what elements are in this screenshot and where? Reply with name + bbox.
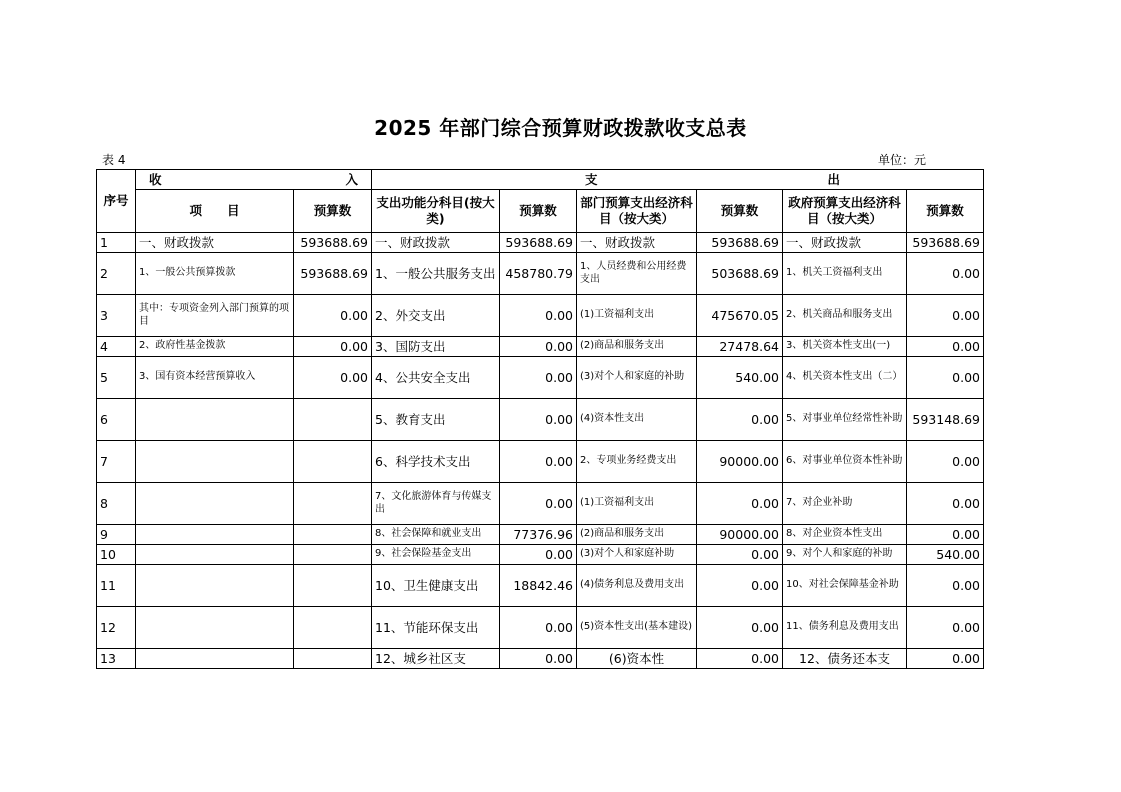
dept-amount: 540.00 xyxy=(697,357,783,399)
dept-econ: (5)资本性支出(基本建设) xyxy=(577,607,697,649)
header-expense-left: 支 xyxy=(585,171,598,187)
header-expense-right: 出 xyxy=(827,171,840,187)
table-row xyxy=(97,607,984,649)
table-row xyxy=(97,483,984,525)
header-budget-func: 预算数 xyxy=(500,190,577,233)
gov-econ: 5、对事业单位经常性补助 xyxy=(783,399,907,441)
func-amount: 18842.46 xyxy=(500,565,577,607)
gov-amount: 0.00 xyxy=(907,565,984,607)
header-dept-econ: 部门预算支出经济科目（按大类） xyxy=(577,190,697,233)
func-amount: 0.00 xyxy=(500,357,577,399)
table-row xyxy=(97,565,984,607)
gov-amount: 540.00 xyxy=(907,545,984,565)
dept-econ: (4)资本性支出 xyxy=(577,399,697,441)
income-amount xyxy=(294,607,372,649)
income-item xyxy=(136,399,294,441)
dept-amount: 27478.64 xyxy=(697,337,783,357)
gov-econ: 6、对事业单位资本性补助 xyxy=(783,441,907,483)
header-row-2 xyxy=(97,190,984,233)
dept-econ: (4)债务利息及费用支出 xyxy=(577,565,697,607)
gov-amount: 0.00 xyxy=(907,441,984,483)
gov-amount: 0.00 xyxy=(907,357,984,399)
dept-amount: 475670.05 xyxy=(697,295,783,337)
dept-amount: 90000.00 xyxy=(697,525,783,545)
income-amount xyxy=(294,399,372,441)
func-amount: 458780.79 xyxy=(500,253,577,295)
gov-amount: 0.00 xyxy=(907,337,984,357)
income-item: 一、财政拨款 xyxy=(136,233,294,253)
dept-amount: 0.00 xyxy=(697,565,783,607)
income-amount xyxy=(294,649,372,669)
header-income-left: 收 xyxy=(149,171,162,187)
income-amount xyxy=(294,441,372,483)
dept-econ: (2)商品和服务支出 xyxy=(577,337,697,357)
income-amount xyxy=(294,565,372,607)
income-item: 2、政府性基金拨款 xyxy=(136,337,294,357)
dept-econ: (3)对个人和家庭补助 xyxy=(577,545,697,565)
dept-econ: (6)资本性 xyxy=(577,649,697,669)
func-amount: 0.00 xyxy=(500,607,577,649)
gov-econ: 8、对企业资本性支出 xyxy=(783,525,907,545)
gov-econ: 9、对个人和家庭的补助 xyxy=(783,545,907,565)
func-subject: 4、公共安全支出 xyxy=(372,357,500,399)
table-row xyxy=(97,545,984,565)
row-seq: 8 xyxy=(97,483,136,525)
table-row xyxy=(97,233,984,253)
row-seq: 4 xyxy=(97,337,136,357)
gov-econ: 2、机关商品和服务支出 xyxy=(783,295,907,337)
table-row xyxy=(97,441,984,483)
table-row xyxy=(97,399,984,441)
dept-amount: 0.00 xyxy=(697,545,783,565)
row-seq: 6 xyxy=(97,399,136,441)
income-item xyxy=(136,545,294,565)
dept-amount: 0.00 xyxy=(697,399,783,441)
income-item xyxy=(136,649,294,669)
header-income-right: 入 xyxy=(345,171,358,187)
func-subject: 2、外交支出 xyxy=(372,295,500,337)
income-amount: 0.00 xyxy=(294,337,372,357)
gov-amount: 0.00 xyxy=(907,525,984,545)
header-budget-gov: 预算数 xyxy=(907,190,984,233)
budget-table xyxy=(96,169,984,669)
row-seq: 5 xyxy=(97,357,136,399)
income-item: 3、国有资本经营预算收入 xyxy=(136,357,294,399)
dept-amount: 503688.69 xyxy=(697,253,783,295)
header-budget-dept: 预算数 xyxy=(697,190,783,233)
income-amount: 0.00 xyxy=(294,295,372,337)
table-row xyxy=(97,253,984,295)
row-seq: 10 xyxy=(97,545,136,565)
func-amount: 0.00 xyxy=(500,483,577,525)
income-item xyxy=(136,525,294,545)
income-item: 其中：专项资金列入部门预算的项目 xyxy=(136,295,294,337)
table-number: 表 4 xyxy=(102,153,126,167)
row-seq: 11 xyxy=(97,565,136,607)
dept-amount: 0.00 xyxy=(697,649,783,669)
func-subject: 一、财政拨款 xyxy=(372,233,500,253)
header-row-1 xyxy=(97,170,984,190)
gov-amount: 0.00 xyxy=(907,483,984,525)
dept-amount: 0.00 xyxy=(697,607,783,649)
dept-econ: 一、财政拨款 xyxy=(577,233,697,253)
income-item xyxy=(136,441,294,483)
gov-econ: 3、机关资本性支出(一) xyxy=(783,337,907,357)
gov-econ: 7、对企业补助 xyxy=(783,483,907,525)
func-subject: 1、一般公共服务支出 xyxy=(372,253,500,295)
dept-econ: (1)工资福利支出 xyxy=(577,295,697,337)
row-seq: 12 xyxy=(97,607,136,649)
func-subject: 11、节能环保支出 xyxy=(372,607,500,649)
func-subject: 9、社会保险基金支出 xyxy=(372,545,500,565)
header-item: 项 目 xyxy=(136,190,294,233)
gov-econ: 12、债务还本支 xyxy=(783,649,907,669)
header-seq: 序号 xyxy=(97,170,136,233)
dept-econ: (2)商品和服务支出 xyxy=(577,525,697,545)
gov-amount: 593688.69 xyxy=(907,233,984,253)
income-amount xyxy=(294,525,372,545)
gov-econ: 1、机关工资福利支出 xyxy=(783,253,907,295)
income-amount xyxy=(294,545,372,565)
header-expense xyxy=(372,170,984,190)
page-title: 2025 年部门综合预算财政拨款收支总表 xyxy=(374,116,747,140)
income-amount xyxy=(294,483,372,525)
func-amount: 0.00 xyxy=(500,649,577,669)
func-subject: 6、科学技术支出 xyxy=(372,441,500,483)
gov-amount: 0.00 xyxy=(907,649,984,669)
income-amount: 0.00 xyxy=(294,357,372,399)
dept-amount: 593688.69 xyxy=(697,233,783,253)
row-seq: 9 xyxy=(97,525,136,545)
func-subject: 3、国防支出 xyxy=(372,337,500,357)
func-subject: 5、教育支出 xyxy=(372,399,500,441)
table-row xyxy=(97,357,984,399)
income-item: 1、一般公共预算拨款 xyxy=(136,253,294,295)
income-amount: 593688.69 xyxy=(294,253,372,295)
dept-econ: (3)对个人和家庭的补助 xyxy=(577,357,697,399)
dept-econ: 1、人员经费和公用经费支出 xyxy=(577,253,697,295)
unit-label: 单位：元 xyxy=(878,153,927,167)
func-subject: 10、卫生健康支出 xyxy=(372,565,500,607)
func-amount: 0.00 xyxy=(500,399,577,441)
func-amount: 0.00 xyxy=(500,441,577,483)
header-budget-income: 预算数 xyxy=(294,190,372,233)
header-func-subject: 支出功能分科目(按大类) xyxy=(372,190,500,233)
gov-amount: 593148.69 xyxy=(907,399,984,441)
dept-amount: 0.00 xyxy=(697,483,783,525)
row-seq: 1 xyxy=(97,233,136,253)
dept-amount: 90000.00 xyxy=(697,441,783,483)
gov-econ: 10、对社会保障基金补助 xyxy=(783,565,907,607)
func-subject: 12、城乡社区支 xyxy=(372,649,500,669)
func-amount: 0.00 xyxy=(500,545,577,565)
gov-amount: 0.00 xyxy=(907,253,984,295)
row-seq: 3 xyxy=(97,295,136,337)
header-gov-econ: 政府预算支出经济科目（按大类） xyxy=(783,190,907,233)
header-income xyxy=(136,170,372,190)
row-seq: 13 xyxy=(97,649,136,669)
func-amount: 593688.69 xyxy=(500,233,577,253)
dept-econ: 2、专项业务经费支出 xyxy=(577,441,697,483)
row-seq: 7 xyxy=(97,441,136,483)
gov-econ: 一、财政拨款 xyxy=(783,233,907,253)
func-subject: 8、社会保障和就业支出 xyxy=(372,525,500,545)
table-row xyxy=(97,649,984,669)
dept-econ: (1)工资福利支出 xyxy=(577,483,697,525)
gov-amount: 0.00 xyxy=(907,607,984,649)
table-row xyxy=(97,525,984,545)
gov-econ: 11、债务利息及费用支出 xyxy=(783,607,907,649)
gov-amount: 0.00 xyxy=(907,295,984,337)
func-amount: 0.00 xyxy=(500,295,577,337)
income-item xyxy=(136,565,294,607)
table-row xyxy=(97,295,984,337)
income-item xyxy=(136,607,294,649)
row-seq: 2 xyxy=(97,253,136,295)
income-item xyxy=(136,483,294,525)
gov-econ: 4、机关资本性支出（二） xyxy=(783,357,907,399)
func-amount: 0.00 xyxy=(500,337,577,357)
func-amount: 77376.96 xyxy=(500,525,577,545)
table-row xyxy=(97,337,984,357)
func-subject: 7、文化旅游体育与传媒支出 xyxy=(372,483,500,525)
income-amount: 593688.69 xyxy=(294,233,372,253)
